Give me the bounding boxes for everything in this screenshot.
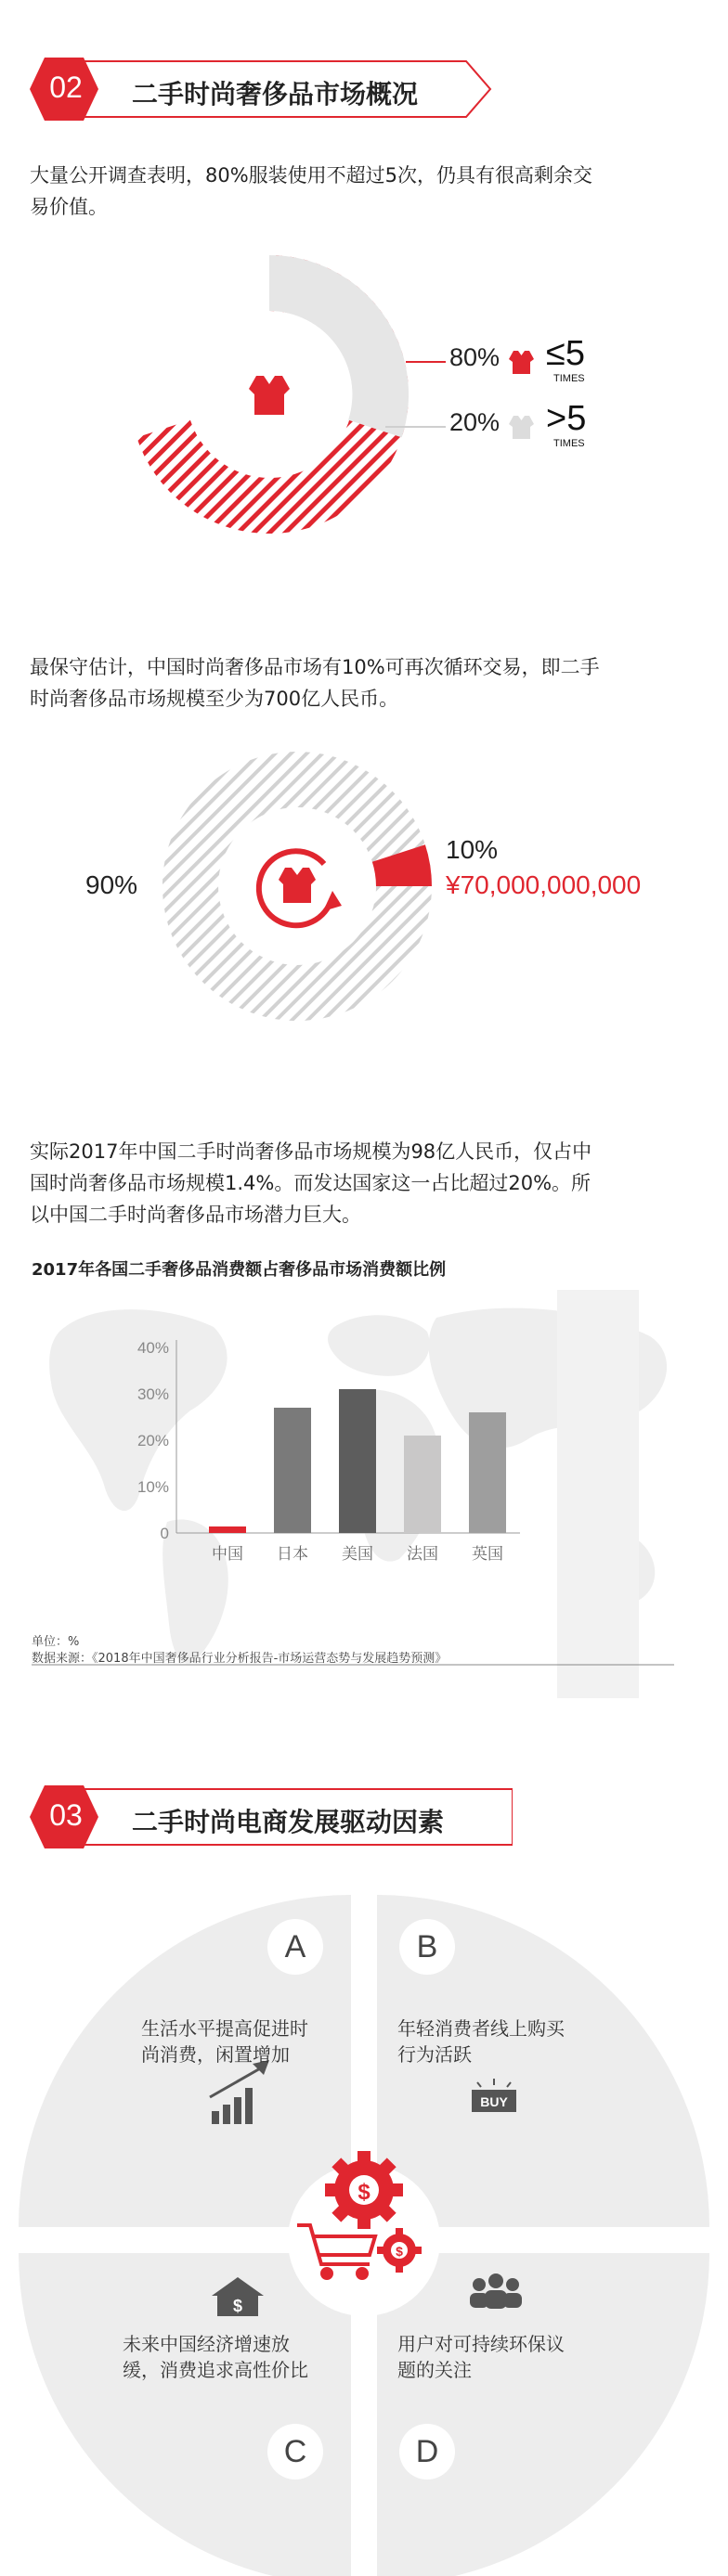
house-dollar-sign: $ bbox=[232, 2297, 243, 2315]
quadrant-d-text bbox=[397, 2331, 602, 2383]
paragraph-3-line-1: 实际2017年中国二手时尚奢侈品市场规模为98亿人民币，仅占中 bbox=[30, 1140, 592, 1163]
shirt-icon bbox=[249, 376, 290, 415]
source-note: 数据来源：《2018年中国奢侈品行业分析报告-市场运营态势与发展趋势预测》 bbox=[32, 1652, 448, 1666]
x-tick-label: 日本 bbox=[277, 1545, 308, 1564]
donut-chart-1 bbox=[0, 232, 728, 538]
x-tick-label: 英国 bbox=[472, 1545, 503, 1564]
section-03-header bbox=[30, 1784, 513, 1850]
times-gt-5: >5 bbox=[546, 399, 587, 438]
quadrant-c-text bbox=[123, 2331, 345, 2383]
quadrant-a-line-2: 尚消费，闲置增加 bbox=[141, 2043, 290, 2066]
paragraph-3-line-3: 以中国二手时尚奢侈品市场潜力巨大。 bbox=[30, 1204, 361, 1226]
donut-1-label-80: 80% bbox=[449, 343, 500, 371]
quadrant-c bbox=[19, 2253, 351, 2576]
donut-2-label-10: 10% bbox=[446, 835, 499, 864]
quadrant-letter-a: A bbox=[267, 1919, 323, 1975]
paragraph-2 bbox=[30, 651, 694, 715]
y-tick-label: 40% bbox=[136, 1339, 169, 1357]
paragraph-1-line-2: 易价值。 bbox=[30, 196, 108, 218]
y-tick-label: 0 bbox=[160, 1525, 169, 1542]
y-tick-label: 10% bbox=[136, 1478, 169, 1496]
section-03-number: 03 bbox=[49, 1798, 83, 1832]
quadrant-a-line-1: 生活水平提高促进时 bbox=[141, 2017, 308, 2040]
section-03-title: 二手时尚电商发展驱动因素 bbox=[132, 1807, 445, 1837]
section-02-title: 二手时尚奢侈品市场概况 bbox=[132, 79, 419, 109]
y-tick-label: 30% bbox=[136, 1385, 169, 1403]
small-gear-dollar-sign: $ bbox=[396, 2244, 403, 2259]
section-02-header bbox=[30, 56, 513, 122]
quadrant-c-line-2: 缓，消费追求高性价比 bbox=[123, 2359, 308, 2381]
times-label-1: TIMES bbox=[553, 373, 585, 384]
quadrant-c-line-1: 未来中国经济增速放 bbox=[123, 2333, 290, 2355]
bar-3 bbox=[404, 1436, 441, 1533]
bar-2 bbox=[339, 1389, 376, 1533]
quadrant-b-line-2: 行为活跃 bbox=[397, 2043, 472, 2066]
paragraph-3-line-2: 国时尚奢侈品市场规模1.4%。而发达国家这一占比超过20%。所 bbox=[30, 1172, 592, 1194]
quadrant-letter-b: B bbox=[399, 1919, 455, 1975]
bar-0 bbox=[209, 1526, 246, 1533]
quadrant-letter-d: D bbox=[399, 2424, 455, 2479]
buy-tag-label: BUY bbox=[480, 2094, 508, 2109]
donut-1-label-20: 20% bbox=[449, 408, 500, 436]
donut-1-slice-20 bbox=[269, 255, 409, 437]
quadrant-letter-c: C bbox=[267, 2424, 323, 2479]
shirt-icon-gray-small bbox=[509, 416, 534, 439]
quadrant-d-line-1: 用户对可持续环保议 bbox=[397, 2333, 565, 2355]
quadrant-a-text bbox=[141, 2016, 327, 2067]
gear-dollar-sign: $ bbox=[358, 2180, 370, 2205]
section-02-number: 02 bbox=[49, 71, 83, 104]
y-tick-label: 20% bbox=[136, 1432, 169, 1449]
unit-note: 单位：% bbox=[32, 1635, 80, 1649]
paragraph-2-line-2: 时尚奢侈品市场规模至少为700亿人民币。 bbox=[30, 688, 399, 710]
shirt-icon-red-small bbox=[509, 351, 534, 374]
quadrant-b-text bbox=[397, 2016, 602, 2067]
paragraph-1 bbox=[30, 160, 694, 223]
paragraph-2-line-1: 最保守估计，中国时尚奢侈品市场有10%可再次循环交易，即二手 bbox=[30, 656, 600, 678]
donut-2-money: ¥70,000,000,000 bbox=[446, 870, 642, 899]
bar-1 bbox=[274, 1408, 311, 1533]
bar-chart-title: 2017年各国二手奢侈品消费额占奢侈品市场消费额比例 bbox=[32, 1260, 447, 1280]
x-tick-label: 美国 bbox=[342, 1545, 373, 1564]
donut-2-label-90: 90% bbox=[85, 870, 138, 899]
times-le-5: ≤5 bbox=[546, 334, 585, 373]
paragraph-1-line-1: 大量公开调查表明，80%服装使用不超过5次，仍具有很高剩余交 bbox=[30, 164, 593, 187]
bar-4 bbox=[469, 1412, 506, 1533]
quadrant-d bbox=[377, 2253, 709, 2576]
times-label-2: TIMES bbox=[553, 438, 585, 449]
quadrant-b-line-1: 年轻消费者线上购买 bbox=[397, 2017, 565, 2040]
paragraph-3 bbox=[30, 1136, 694, 1230]
x-tick-label: 中国 bbox=[212, 1545, 243, 1564]
quadrant-d-line-2: 题的关注 bbox=[397, 2359, 472, 2381]
x-tick-label: 法国 bbox=[407, 1545, 438, 1564]
quadrant-diagram bbox=[0, 1884, 728, 2576]
shirt-icon-center-2 bbox=[279, 868, 316, 903]
